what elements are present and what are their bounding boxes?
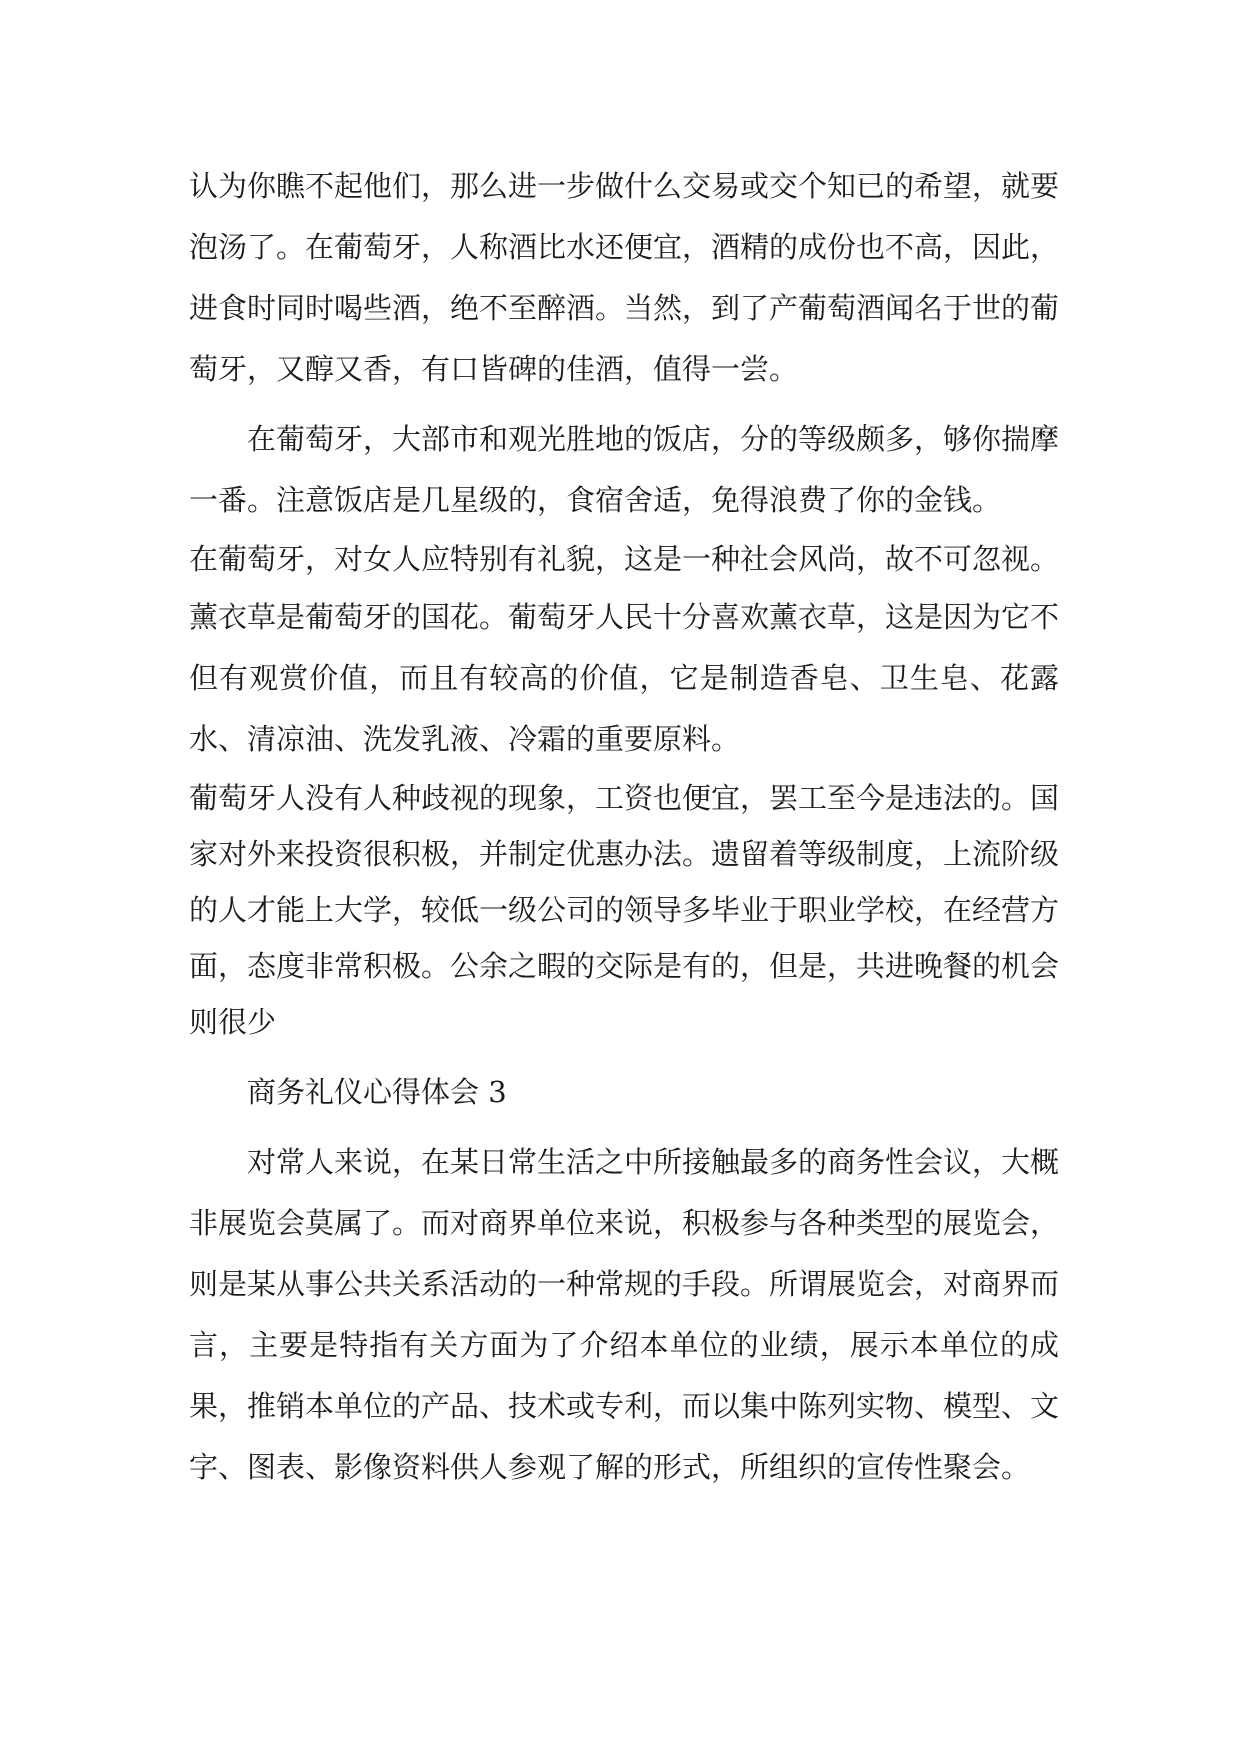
paragraph-women-etiquette: 在葡萄牙，对女人应特别有礼貌，这是一种社会风尚，故不可忽视。 xyxy=(189,542,1060,576)
document-body xyxy=(189,156,1059,1498)
paragraph-wine: 认为你瞧不起他们，那么进一步做什么交易或交个知已的希望，就要泡汤了。在葡萄牙，人称酒比水还便宜，酒精的成份也不高，因此，进食时同时喝些酒，绝不至醉酒。当然，到了产葡萄酒闻名于世的葡萄牙，又醇又香，有口皆碑的佳酒，值得一尝。 xyxy=(189,169,1060,386)
paragraph-hotels: 在葡萄牙，大部市和观光胜地的饭店，分的等级颇多，够你揣摩一番。注意饭店是几星级的，食宿舍适，免得浪费了你的金钱。 xyxy=(189,422,1060,517)
paragraph-society: 葡萄牙人没有人种歧视的现象，工资也便宜，罢工至今是违法的。国家对外来投资很积极，并制定优惠办法。遗留着等级制度，上流阶级的人才能上大学，较低一级公司的领导多毕业于职业学校，在经营方面，态度非常积极。公余之暇的交际是有的，但是，共进晚餐的机会则很少 xyxy=(189,781,1060,1039)
section-title: 商务礼仪心得体会 3 xyxy=(247,1075,507,1109)
paragraph-exhibition: 对常人来说，在某日常生活之中所接触最多的商务性会议，大概非展览会莫属了。而对商界单位来说，积极参与各种类型的展览会，则是某从事公共关系活动的一种常规的手段。所谓展览会，对商界而言，主要是特指有关方面为了介绍本单位的业绩，展示本单位的成果，推销本单位的产品、技术或专利，而以集中陈列实物、模型、文字、图表、影像资料供人参观了解的形式，所组织的宣传性聚会。 xyxy=(189,1145,1060,1484)
paragraph-lavender: 薰衣草是葡萄牙的国花。葡萄牙人民十分喜欢薰衣草，这是因为它不但有观赏价值，而且有较高的价值，它是制造香皂、卫生皂、花露水、清凉油、洗发乳液、冷霜的重要原料。 xyxy=(189,600,1060,756)
